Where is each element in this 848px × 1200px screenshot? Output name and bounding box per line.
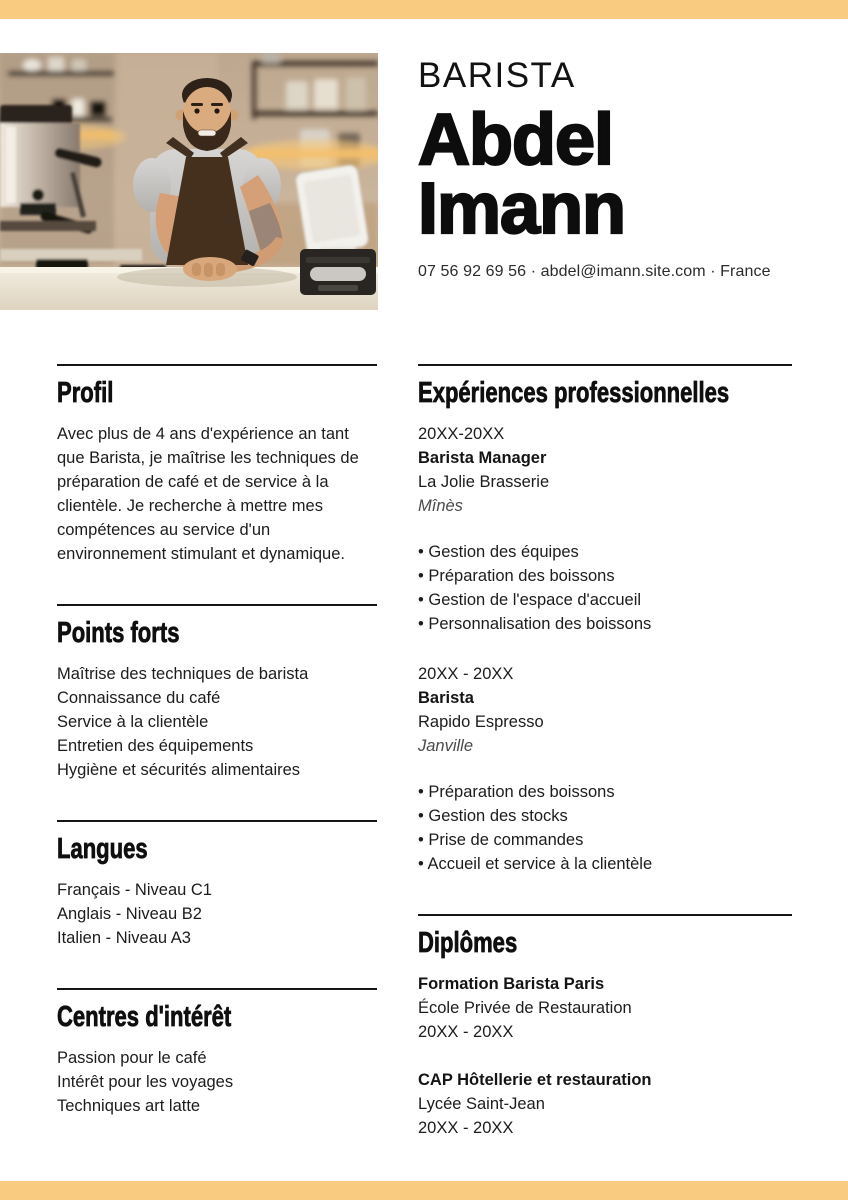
- diploma-dates: 20XX - 20XX: [418, 1023, 514, 1041]
- diploma-dates: 20XX - 20XX: [418, 1119, 514, 1137]
- diploma-school: Lycée Saint-Jean: [418, 1095, 545, 1113]
- diploma-name: CAP Hôtellerie et restauration: [418, 1071, 652, 1089]
- job-company: La Jolie Brasserie: [418, 473, 550, 491]
- strength-item: Connaissance du café: [57, 689, 221, 707]
- header-text: [418, 19, 771, 281]
- profil-title: Profil: [57, 377, 114, 409]
- task-item: • Gestion de l'espace d'accueil: [418, 588, 792, 612]
- job-company: Rapido Espresso: [418, 713, 544, 731]
- language-item: Français - Niveau C1: [57, 881, 212, 899]
- job-location: Janville: [418, 737, 474, 755]
- section-points-forts: [57, 604, 377, 782]
- job-location: Mînès: [418, 497, 463, 515]
- section-profil: [57, 364, 377, 566]
- strength-item: Hygiène et sécurités alimentaires: [57, 761, 301, 779]
- task-item: • Personnalisation des boissons: [418, 612, 792, 636]
- interest-item: Techniques art latte: [57, 1097, 201, 1115]
- langues-title: Langues: [57, 833, 148, 865]
- left-column: [57, 364, 377, 1140]
- profil-text: Avec plus de 4 ans d'expérience an tant que Barista, je maîtrise les techniques de préparation de café et de service à la clientèle. Je recherche à mettre mes compétences au service d'un environnement stimulant et dynamique.: [57, 425, 359, 563]
- task-item: • Gestion des stocks: [418, 804, 792, 828]
- resume-page: [0, 19, 848, 1140]
- strength-item: Entretien des équipements: [57, 737, 254, 755]
- experience-entry: [418, 662, 792, 876]
- job-dates: 20XX - 20XX: [418, 665, 514, 683]
- header: [0, 19, 848, 310]
- candidate-first-name: Abdel: [418, 99, 614, 180]
- task-item: • Préparation des boissons: [418, 564, 792, 588]
- diploma-entry: [418, 1068, 792, 1140]
- points-forts-title: Points forts: [57, 617, 180, 649]
- job-role: Barista Manager: [418, 449, 547, 467]
- contact-line: 07 56 92 69 56 · abdel@imann.site.com · France: [418, 263, 771, 281]
- section-diplomes: [418, 914, 792, 1140]
- section-experiences: [418, 364, 792, 876]
- section-langues: [57, 820, 377, 950]
- job-tasks: [418, 540, 792, 636]
- section-centres-interet: [57, 988, 377, 1118]
- card-reader: [300, 249, 376, 295]
- job-dates: 20XX-20XX: [418, 425, 505, 443]
- centres-interet-title: Centres d'intérêt: [57, 1001, 232, 1033]
- diploma-name: Formation Barista Paris: [418, 975, 605, 993]
- diplomes-title: Diplômes: [418, 927, 518, 959]
- language-item: Italien - Niveau A3: [57, 929, 191, 947]
- barista-photo: [0, 53, 378, 310]
- job-tasks: [418, 780, 792, 876]
- strength-item: Maîtrise des techniques de barista: [57, 665, 309, 683]
- pos-terminal: [295, 164, 369, 255]
- experience-entry: [418, 422, 792, 636]
- diploma-entry: [418, 972, 792, 1044]
- task-item: • Prise de commandes: [418, 828, 792, 852]
- task-item: • Préparation des boissons: [418, 780, 792, 804]
- interest-item: Passion pour le café: [57, 1049, 207, 1067]
- job-role: Barista: [418, 689, 474, 707]
- bottom-accent-bar: [0, 1181, 848, 1200]
- candidate-name: [418, 99, 771, 250]
- columns: [0, 364, 848, 1140]
- diploma-school: École Privée de Restauration: [418, 999, 632, 1017]
- task-item: • Accueil et service à la clientèle: [418, 852, 792, 876]
- strength-item: Service à la clientèle: [57, 713, 209, 731]
- job-title: BARISTA: [418, 56, 576, 95]
- candidate-last-name: Imann: [418, 169, 626, 250]
- experiences-title: Expériences professionnelles: [418, 377, 730, 409]
- top-accent-bar: [0, 0, 848, 19]
- language-item: Anglais - Niveau B2: [57, 905, 202, 923]
- right-column: [418, 364, 792, 1140]
- interest-item: Intérêt pour les voyages: [57, 1073, 234, 1091]
- task-item: • Gestion des équipes: [418, 540, 792, 564]
